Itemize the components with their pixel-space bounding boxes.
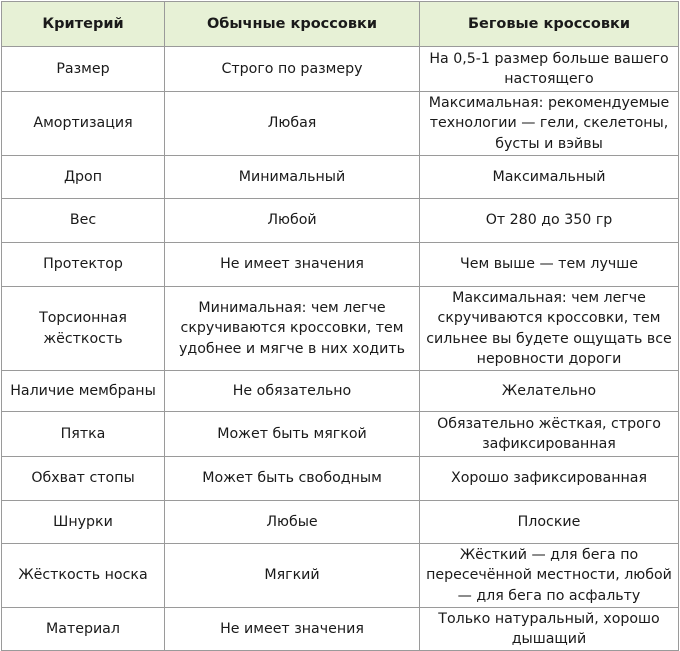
row-regular-value: Может быть мягкой <box>165 412 420 457</box>
row-criterion: Шнурки <box>2 501 165 544</box>
table-row <box>2 199 679 243</box>
table-row <box>2 544 679 608</box>
row-criterion: Жёсткость носка <box>2 544 165 608</box>
row-regular-value: Не обязательно <box>165 371 420 412</box>
row-regular-value: Любой <box>165 199 420 243</box>
row-regular-value: Не имеет значения <box>165 608 420 651</box>
table-row <box>2 457 679 501</box>
table-row <box>2 156 679 199</box>
row-criterion: Амортизация <box>2 92 165 156</box>
row-running-value: На 0,5-1 размер больше вашего настоящего <box>420 47 679 92</box>
row-criterion: Обхват стопы <box>2 457 165 501</box>
header-row <box>2 2 679 47</box>
row-running-value: Максимальная: чем легче скручиваются кроссовки, тем сильнее вы будете ощущать все неровности дороги <box>420 287 679 371</box>
row-running-value: Желательно <box>420 371 679 412</box>
row-running-value: Хорошо зафиксированная <box>420 457 679 501</box>
table-row <box>2 92 679 156</box>
row-running-value: Максимальный <box>420 156 679 199</box>
comparison-table <box>1 1 679 651</box>
row-regular-value: Любая <box>165 92 420 156</box>
row-running-value: Обязательно жёсткая, строго зафиксированная <box>420 412 679 457</box>
row-running-value: Жёсткий — для бега по пересечённой местности, любой — для бега по асфальту <box>420 544 679 608</box>
table-row <box>2 371 679 412</box>
row-running-value: Максимальная: рекомендуемые технологии — гели, скелетоны, бусты и вэйвы <box>420 92 679 156</box>
table-row <box>2 608 679 651</box>
row-running-value: Плоские <box>420 501 679 544</box>
row-criterion: Дроп <box>2 156 165 199</box>
row-running-value: От 280 до 350 гр <box>420 199 679 243</box>
table-row <box>2 47 679 92</box>
row-regular-value: Любые <box>165 501 420 544</box>
row-criterion: Размер <box>2 47 165 92</box>
row-regular-value: Может быть свободным <box>165 457 420 501</box>
header-running-sneakers: Беговые кроссовки <box>420 2 679 47</box>
row-criterion: Материал <box>2 608 165 651</box>
header-criterion: Критерий <box>2 2 165 47</box>
row-running-value: Чем выше — тем лучше <box>420 243 679 287</box>
table-row <box>2 287 679 371</box>
row-criterion: Пятка <box>2 412 165 457</box>
row-criterion: Вес <box>2 199 165 243</box>
row-running-value: Только натуральный, хорошо дышащий <box>420 608 679 651</box>
row-regular-value: Минимальный <box>165 156 420 199</box>
row-criterion: Торсионная жёсткость <box>2 287 165 371</box>
header-regular-sneakers: Обычные кроссовки <box>165 2 420 47</box>
table-row <box>2 243 679 287</box>
table-row <box>2 412 679 457</box>
row-regular-value: Минимальная: чем легче скручиваются кроссовки, тем удобнее и мягче в них ходить <box>165 287 420 371</box>
table-row <box>2 501 679 544</box>
row-criterion: Протектор <box>2 243 165 287</box>
row-regular-value: Не имеет значения <box>165 243 420 287</box>
row-regular-value: Строго по размеру <box>165 47 420 92</box>
row-criterion: Наличие мембраны <box>2 371 165 412</box>
row-regular-value: Мягкий <box>165 544 420 608</box>
